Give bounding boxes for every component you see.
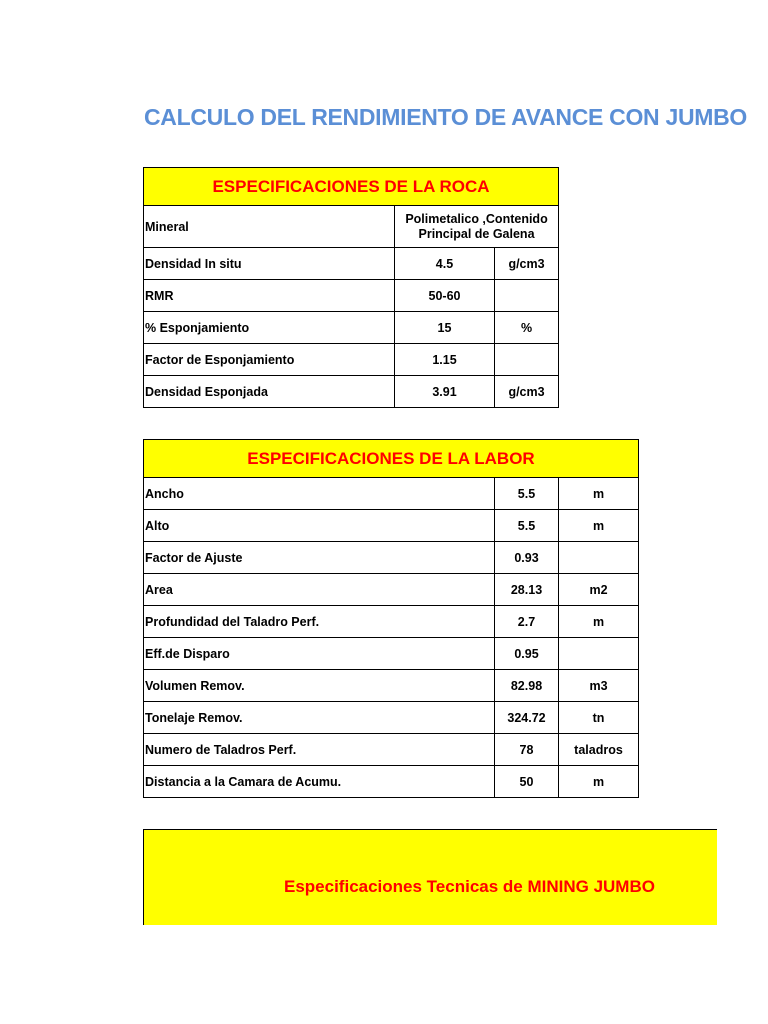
labor-row-value: 2.7 [495,606,559,638]
labor-row-label: Profundidad del Taladro Perf. [144,606,495,638]
labor-row-unit: m2 [559,574,639,606]
labor-row-unit: m [559,478,639,510]
labor-row-unit [559,638,639,670]
labor-row-unit [559,542,639,574]
roca-row-label: Densidad In situ [144,248,395,280]
roca-row-value: 3.91 [395,376,495,408]
roca-row-unit: g/cm3 [495,376,559,408]
roca-row-label: % Esponjamiento [144,312,395,344]
labor-row-unit: m3 [559,670,639,702]
labor-row-value: 5.5 [495,478,559,510]
labor-row-label: Alto [144,510,495,542]
roca-row-value: 15 [395,312,495,344]
labor-row-unit: m [559,606,639,638]
labor-row-label: Volumen Remov. [144,670,495,702]
labor-row-label: Numero de Taladros Perf. [144,734,495,766]
roca-row-value: Polimetalico ,Contenido Principal de Galena [395,206,559,248]
roca-row-value: 1.15 [395,344,495,376]
roca-row-label: Mineral [144,206,395,248]
labor-row-unit: m [559,766,639,798]
roca-row-label: RMR [144,280,395,312]
labor-row-value: 324.72 [495,702,559,734]
labor-row-value: 78 [495,734,559,766]
roca-row-value: 50-60 [395,280,495,312]
labor-row-label: Eff.de Disparo [144,638,495,670]
labor-row-value: 0.95 [495,638,559,670]
labor-row-value: 82.98 [495,670,559,702]
labor-table-header: ESPECIFICACIONES DE LA LABOR [144,440,639,478]
labor-row-label: Ancho [144,478,495,510]
labor-row-value: 0.93 [495,542,559,574]
roca-row-unit [495,280,559,312]
labor-row-label: Distancia a la Camara de Acumu. [144,766,495,798]
roca-row-label: Factor de Esponjamiento [144,344,395,376]
roca-row-label: Densidad Esponjada [144,376,395,408]
labor-spec-table [143,439,639,798]
roca-row-value: 4.5 [395,248,495,280]
roca-row-unit [495,344,559,376]
page-title: CALCULO DEL RENDIMIENTO DE AVANCE CON JUMBO [144,104,748,130]
labor-row-value: 5.5 [495,510,559,542]
labor-row-unit: taladros [559,734,639,766]
labor-row-unit: tn [559,702,639,734]
labor-row-label: Factor de Ajuste [144,542,495,574]
roca-row-unit: % [495,312,559,344]
labor-row-unit: m [559,510,639,542]
roca-spec-table [143,167,559,408]
labor-row-value: 28.13 [495,574,559,606]
labor-row-label: Tonelaje Remov. [144,702,495,734]
roca-row-unit: g/cm3 [495,248,559,280]
labor-row-label: Area [144,574,495,606]
jumbo-spec-header: Especificaciones Tecnicas de MINING JUMBO [284,877,655,896]
labor-row-value: 50 [495,766,559,798]
jumbo-spec-header-cell [143,829,717,925]
roca-table-header: ESPECIFICACIONES DE LA ROCA [144,168,559,206]
